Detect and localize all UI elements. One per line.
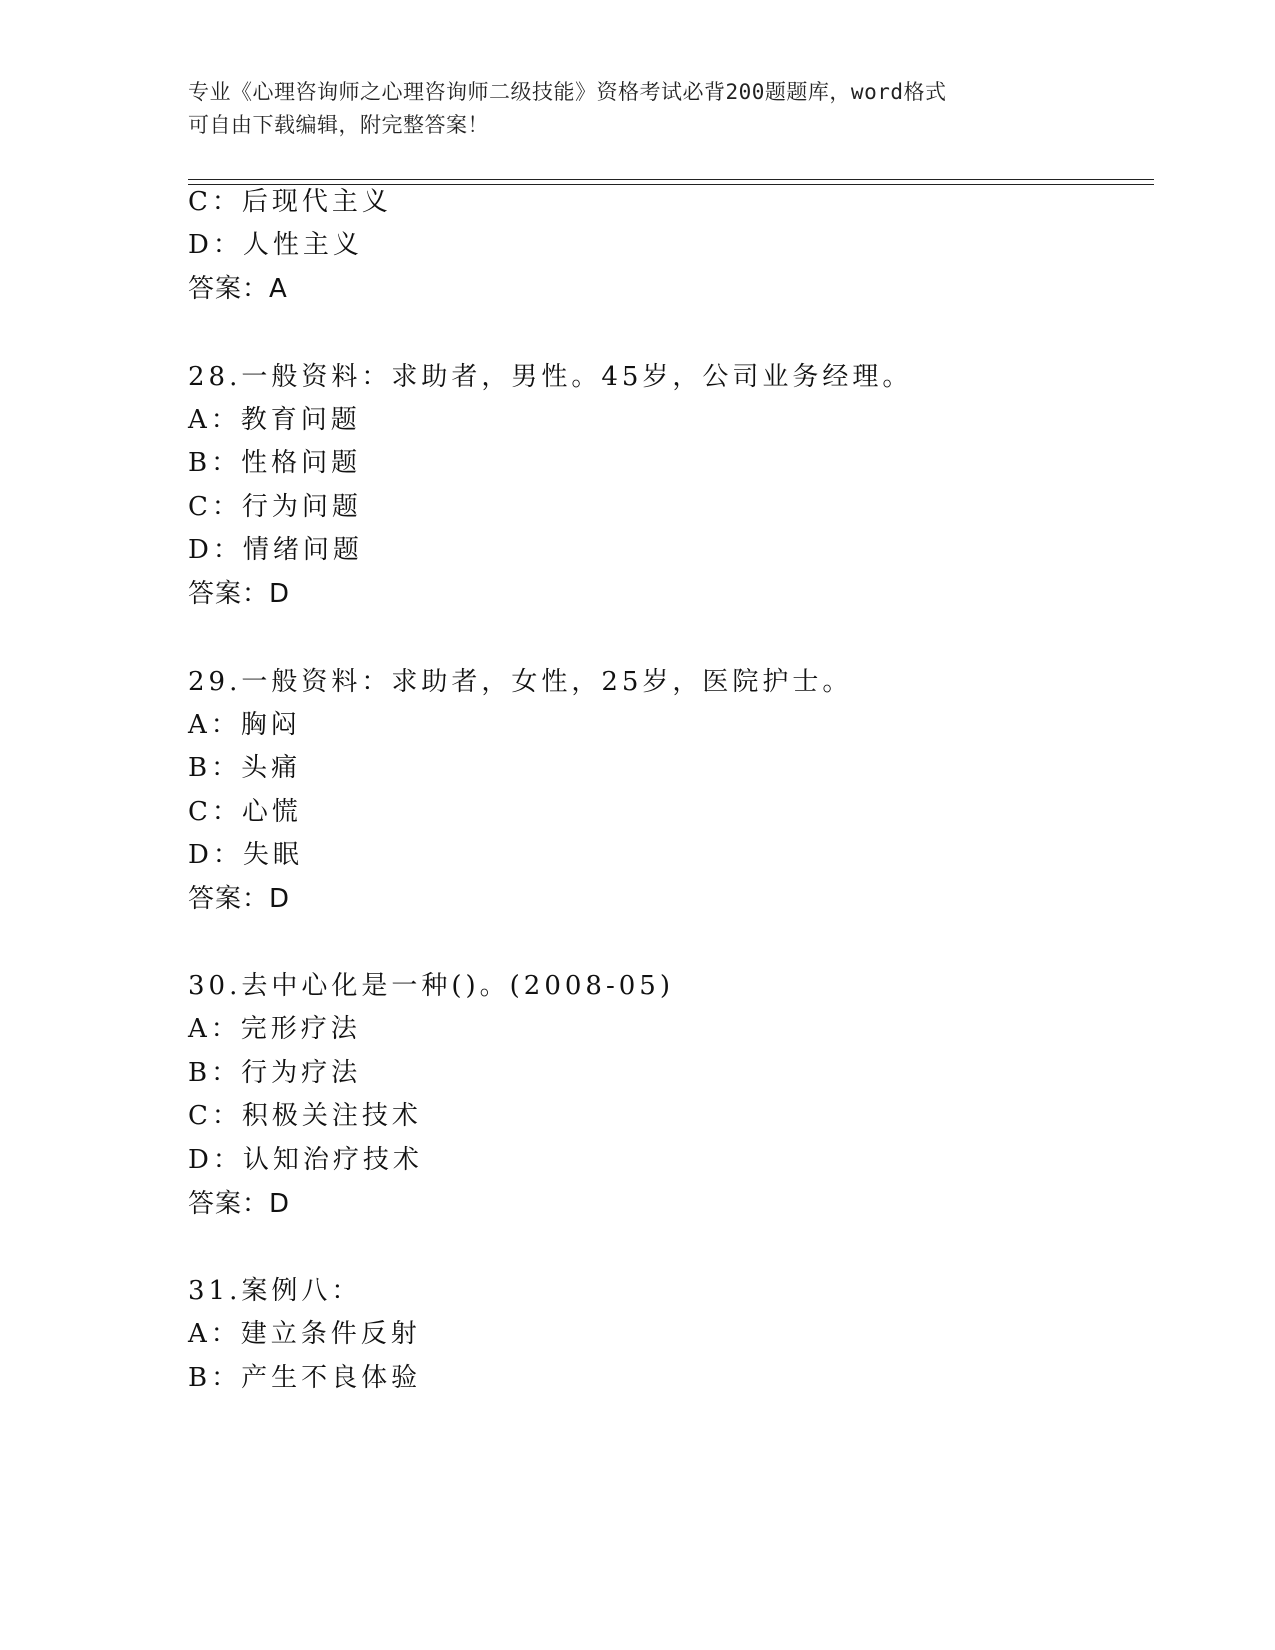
option-b: B：头痛 [188,753,302,783]
option-d: D：失眠 [188,840,303,870]
header-line-2: 可自由下载编辑，附完整答案！ [188,113,489,137]
option-d: D：情绪问题 [188,535,363,565]
answer: 答案：A [188,274,288,304]
option-b: B：性格问题 [188,448,362,478]
option-c: C：行为问题 [188,492,362,522]
question-list [188,0,1154,1650]
option-a: A：建立条件反射 [188,1319,421,1349]
question-30: 30.去中心化是一种()。(2008-05) [188,971,674,1001]
question-28: 28.一般资料：求助者，男性。45岁，公司业务经理。 [188,362,913,392]
answer: 答案：D [188,1189,291,1219]
option-c: C：后现代主义 [188,187,392,217]
option-d: D：认知治疗技术 [188,1145,423,1175]
option-d: D：人性主义 [188,230,363,260]
option-b: B：产生不良体验 [188,1363,422,1393]
option-a: A：完形疗法 [188,1014,361,1044]
answer: 答案：D [188,884,291,914]
header-line-1: 专业《心理咨询师之心理咨询师二级技能》资格考试必背200题题库，word格式 [188,80,947,104]
option-a: A：胸闷 [188,710,301,740]
option-c: C：积极关注技术 [188,1101,422,1131]
question-31: 31.案例八： [188,1276,362,1306]
option-a: A：教育问题 [188,405,361,435]
question-29: 29.一般资料：求助者，女性，25岁，医院护士。 [188,667,853,697]
option-b: B：行为疗法 [188,1058,362,1088]
answer: 答案：D [188,579,291,609]
option-c: C：心慌 [188,797,302,827]
